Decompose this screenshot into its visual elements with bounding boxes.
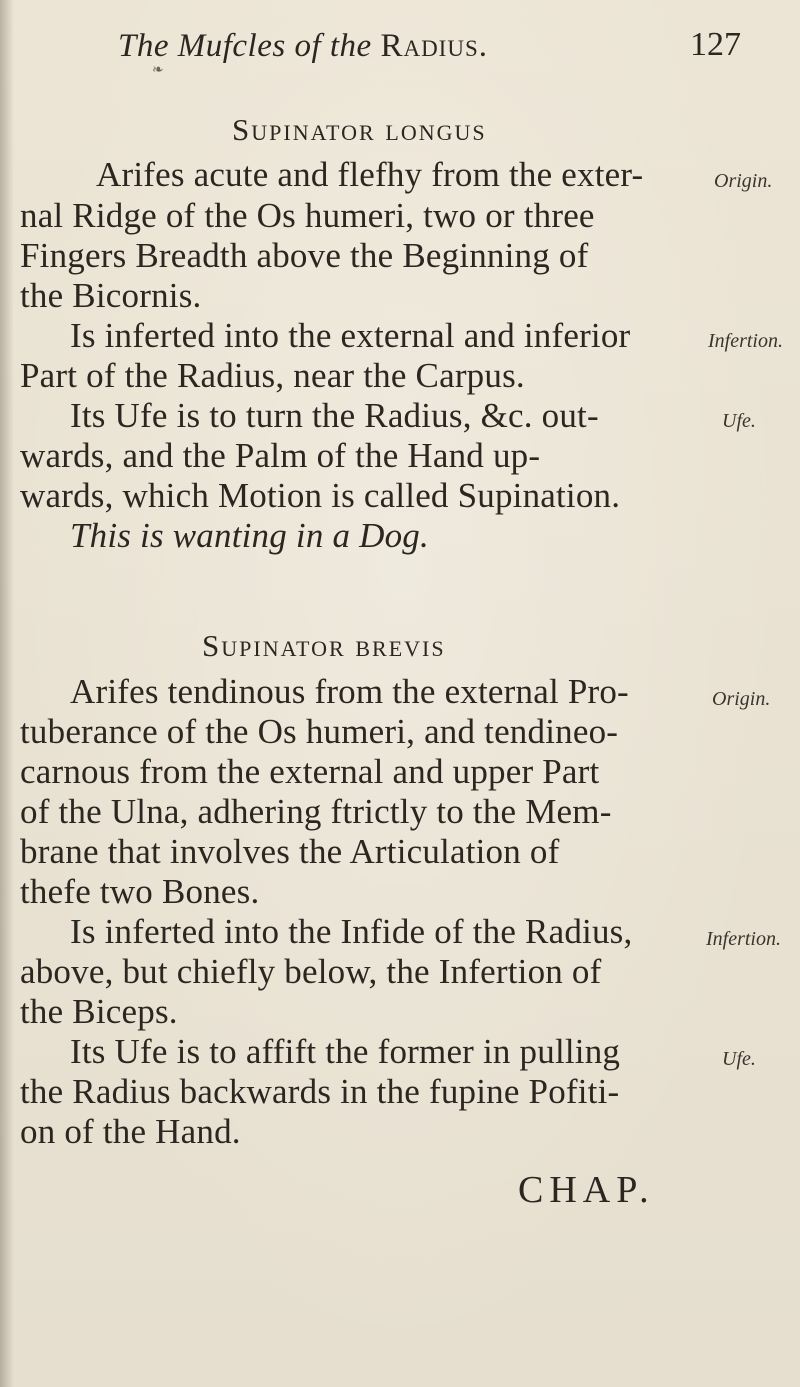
running-title: The Mufcles of the (118, 28, 372, 64)
text-line: Its Ufe is to affift the former in pulling (70, 1032, 621, 1071)
section-title: Supinator longus (232, 112, 487, 147)
text-line: on of the Hand. (20, 1112, 241, 1151)
text-line: above, but chiefly below, the Infertion of (20, 952, 602, 991)
text-line: the Bicornis. (20, 276, 202, 315)
margin-note-origin: Origin. (714, 170, 773, 192)
text-line: the Radius backwards in the fupine Pofiti- (20, 1072, 620, 1111)
margin-note-use: Ufe. (722, 410, 756, 432)
margin-note-insertion: Infertion. (706, 928, 781, 950)
text-line: This is wanting in a Dog. (70, 516, 429, 555)
running-header (118, 28, 488, 65)
text-line: Part of the Radius, near the Carpus. (20, 356, 525, 395)
text-line: the Biceps. (20, 992, 178, 1031)
text-line: nal Ridge of the Os humeri, two or three (20, 196, 595, 235)
page-gutter-shadow (0, 0, 14, 1387)
text-line: wards, and the Palm of the Hand up- (20, 436, 541, 475)
margin-note-insertion: Infertion. (708, 330, 783, 352)
text-line: brane that involves the Articulation of (20, 832, 560, 871)
text-line: carnous from the external and upper Part (20, 752, 600, 791)
text-line: tuberance of the Os humeri, and tendineo- (20, 712, 619, 751)
section-title: Supinator brevis (202, 628, 446, 663)
margin-note-use: Ufe. (722, 1048, 756, 1070)
text-line: Is inferted into the Infide of the Radius, (70, 912, 633, 951)
text-line: Its Ufe is to turn the Radius, &c. out- (70, 396, 599, 435)
text-line: Is inferted into the external and inferior (70, 316, 631, 355)
catchword: CHAP. (518, 1169, 655, 1211)
running-title-section: Radius. (380, 28, 488, 64)
text-line: thefe two Bones. (20, 872, 260, 911)
text-line: Fingers Breadth above the Beginning of (20, 236, 589, 275)
page-number: 127 (690, 26, 741, 63)
text-line: of the Ulna, adhering ftrictly to the Mem- (20, 792, 612, 831)
text-line: Arifes tendinous from the external Pro- (70, 672, 629, 711)
printer-mark: ❧ (152, 63, 164, 78)
text-line: Arifes acute and flefhy from the exter- (96, 155, 644, 194)
text-line: wards, which Motion is called Supination. (20, 476, 621, 515)
margin-note-origin: Origin. (712, 688, 771, 710)
